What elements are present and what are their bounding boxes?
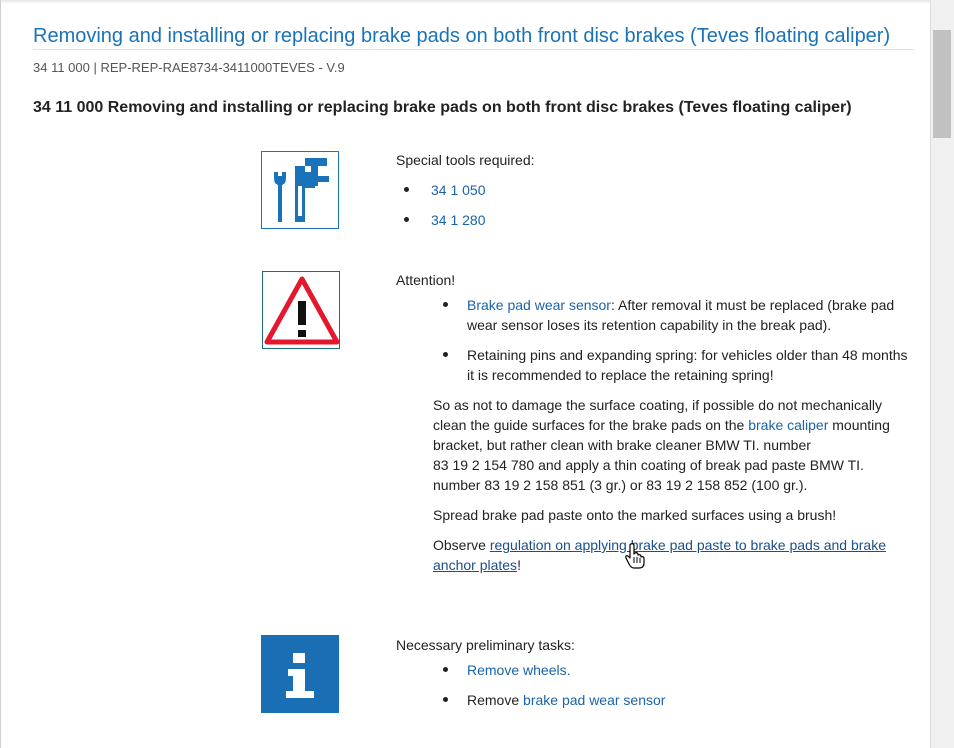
brake-pad-wear-sensor-link[interactable]: Brake pad wear sensor [467,297,611,313]
para3-post: ! [517,557,521,573]
bullet-icon [443,352,448,357]
para1-line-a: So as not to damage the surface coating, if possible do not mechanically [433,397,883,413]
special-tools-list [404,180,486,240]
list-item [404,210,486,240]
coating-paragraph [433,395,890,495]
brake-pad-wear-sensor-task-link[interactable]: brake pad wear sensor [523,692,666,708]
attention-item2-text-b: it is recommended to replace the retaining spring! [467,367,774,383]
special-tool-link-2[interactable]: 34 1 280 [431,212,486,228]
info-icon [261,635,339,713]
para1-line-c: bracket, but rather clean with brake cleaner BMW TI. number [433,437,811,453]
para1-line-d: 83 19 2 154 780 and apply a thin coating of break pad paste BMW TI. [433,457,864,473]
attention-item2-text-a: Retaining pins and expanding spring: for vehicles older than 48 months [467,347,908,363]
attention-item1-text-b: wear sensor loses its retention capability in the break pad). [467,317,832,333]
regulation-link-continued[interactable]: anchor plates [433,557,518,573]
bullet-icon [443,697,448,702]
attention-item1-text-a: : After removal it must be replaced (brake pad [610,297,895,313]
warning-icon [262,271,340,349]
vertical-scrollbar[interactable] [930,0,954,748]
document-heading: 34 11 000 Removing and installing or replacing brake pads on both front disc brakes (Teves floating caliper) [33,99,852,116]
preliminary-tasks-list [443,660,923,720]
brake-caliper-link[interactable]: brake caliper [748,417,829,433]
special-tools-icon [261,151,339,229]
para1-line-b-pre: clean the guide surfaces for the brake pads on the [433,417,749,433]
list-item [443,690,923,720]
remove-wheels-link[interactable]: Remove wheels. [467,662,571,678]
hand-pointer-icon [625,543,645,569]
top-shadow [1,0,931,4]
special-tools-label: Special tools required: [396,152,535,168]
bullet-icon [443,302,448,307]
document-id-line: 34 11 000 | REP-REP-RAE8734-3411000TEVES - V.9 [33,60,345,75]
document-title[interactable]: Removing and installing or replacing brake pads on both front disc brakes (Teves floating caliper) [33,24,914,50]
list-item [404,180,486,210]
list-item [443,345,923,395]
attention-list [443,295,923,395]
regulation-link[interactable]: regulation on applying brake pad paste to brake pads and brake [489,537,886,553]
preliminary-tasks-label: Necessary preliminary tasks: [396,637,575,653]
bullet-icon [404,217,409,222]
bullet-icon [404,187,409,192]
bullet-icon [443,667,448,672]
attention-label: Attention! [396,272,456,288]
remove-prefix: Remove [467,692,524,708]
paste-paragraph: Spread brake pad paste onto the marked surfaces using a brush! [433,507,837,523]
list-item [443,295,923,345]
para1-line-e: number 83 19 2 158 851 (3 gr.) or 83 19 2 158 852 (100 gr.). [433,477,808,493]
special-tool-link-1[interactable]: 34 1 050 [431,182,486,198]
para3-pre: Observe [433,537,490,553]
para1-line-b-post: mounting [828,417,890,433]
regulation-paragraph [433,535,886,575]
list-item [443,660,923,690]
scrollbar-thumb[interactable] [933,30,951,138]
